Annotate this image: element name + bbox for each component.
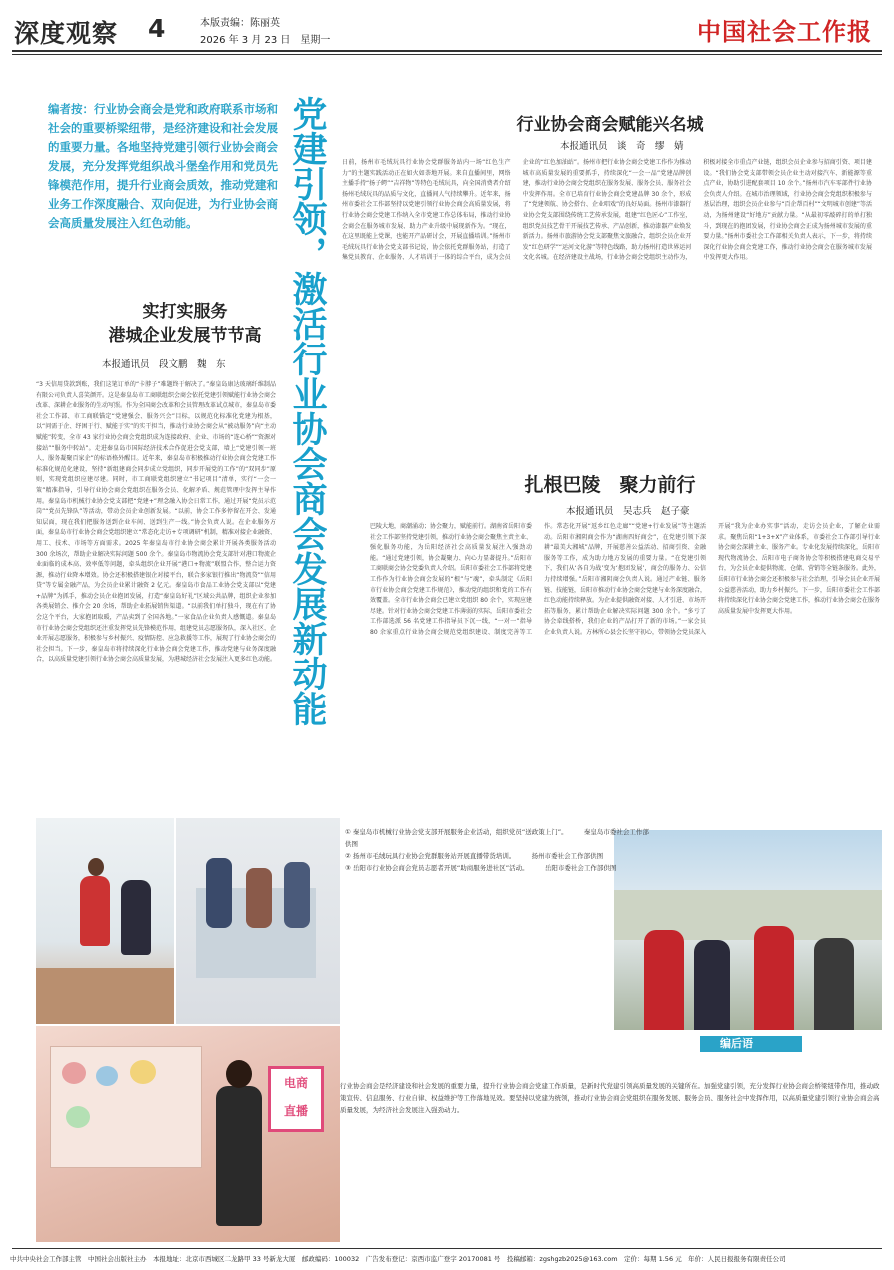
article1-body: “3 天信用贷款到账，我们这笔订单的“卡脖子”难题终于解决了。”秦皇岛康达玻璃纤维制品有限公司负责人喜笑颜开。这是秦皇岛市工商联组织会商会依托党建引领赋能行业协会商会改革、深耕企业服务的生动写照。作为全国商会改革和会员管理改革试点城市，秦皇岛市委社会工作部、市工商联锚定“党建强会、服务兴会”目标，以规范化标准化党建为根基，以“问需于企、纾困于行、赋能于实”的实干担当，推动行业协会商会从“被动服务”向“主动赋能”转变，全市 43 家行业协会商会党组织成为连接政府、企业、市场的“连心桥”“资源对接站”“服务中转站”。走进秦皇岛市国际经济技术合作促进会党支部，墙上“党建引领一班人，服务凝聚百家企”的标语格外醒目。近年来，秦皇岛市积极推动行业协会商会党建工作标准化规范化建设，坚持“新组建商会同步成立党组织，同步开展党的工作”的“双同步”原则，实现党组织应建尽建。同时，市工商联党组织建立“书记项目”清单，实行“一会一策”精准指导，引导行业协会商会党组织在服务会员、化解矛盾、规范管理中发挥主导作用。秦皇岛市机械行业协会党支部把“党建+”理念融入协会日常工作，通过开展“党员示范岗”“党员先锋队”等活动，带动会员企业创新发展。“以前，协会工作多停留在开会、发通知层面，现在我们把服务送到企业车间、送到生产一线。”协会负责人说。在企业服务方面，秦皇岛市行业协会商会党组织建立“常态化走访+专项调研”机制，精准对接企业融资、用工、技术、市场等方面需求。2025 年秦皇岛市行业协会商会累计开展各类服务活动 300 余场次，帮助企业解决实际问题 500 余个。秦皇岛市物流协会党支部针对港口物流企业面临的成本高、效率低等问题，牵头组织企业开展“港口+物流”联盟合作，整合运力资源，推动行业降本增效。协会还积极搭建银企对接平台，联合多家银行推出“物流贷”“信用贷”等专属金融产品，为会员企业累计融资 2 亿元。秦皇岛市食品工业协会党支部以“党建+品牌”为抓手，推动会员企业抱团发展，打造“秦皇岛好礼”区域公共品牌，组织企业参加各类展销会、推介会 20 余场，帮助企业拓展销售渠道。“以前我们单打独斗，现在有了协会这个平台，大家抱团取暖，产品卖到了全国各地。”一家食品企业负责人感慨道。秦皇岛市行业协会商会党组织还注重发挥党员先锋模范作用，组建党员志愿服务队，深入社区、企业开展志愿服务，积极参与乡村振兴、疫情防控、应急救援等工作，展现了行业协会商会的社会担当。下一步，秦皇岛市将持续深化行业协会商会党建工作，推动党建与业务深度融合，以高质量党建引领行业协会商会高质量发展，为港城经济社会发展注入更多红色动能。 (36, 381, 276, 664)
header-divider (12, 50, 882, 52)
photo-2-person-c (284, 862, 310, 928)
photo-4-resident-b (814, 938, 854, 1030)
footer-divider (12, 1248, 882, 1249)
article2-byline: 本报通讯员 谈 奇 缪 婧 (560, 141, 684, 152)
caption-1: ① 秦皇岛市机械行业协会党支部开展服务企业活动，组织党员“送政策上门”。 秦皇岛市委社会工作部供图 (345, 828, 649, 848)
masthead (0, 0, 894, 48)
photo-1-floor (36, 968, 174, 1024)
article1-title-line2: 港城企业发展节节高 (108, 326, 262, 346)
article3-body: 巴陵大地，商潮涌动；协会聚力，赋能前行。湖南省岳阳市委社会工作部坚持党建引领，推动行业协会商会聚焦主责主业、强化服务功能，为岳阳经济社会高质量发展注入强劲动能。“通过党建引领，协会凝聚力、向心力显著提升。”岳阳市工商联商会协会党委负责人介绍。岳阳市委社会工作部将党建工作作为行业协会商会发展的“根”与“魂”，牵头制定《岳阳市行业协会商会党建工作规范》，推动党的组织和党的工作有效覆盖。全市行业协会商会已建立党组织 80 余个，实现应建尽建。针对行业协会商会党建工作薄弱的实际，岳阳市委社会工作部选派 56 名党建工作指导员下沉一线，“一对一”指导 80 余家重点行业协会商会规范党组织建设、制度完善等工作。常态化开展“返乡红色走廊”“党建+行业发展”等主题活动。岳阳市湘阴商会作为“湖南四好商会”，在党建引领下深耕“最美大湘城”品牌，开展慈善公益活动、招商引资、金融服务等工作，成为助力地方发展的重要力量。“在党建引领下，我们从‘各自为战’变为‘抱团发展’，商会的服务力、公信力持续增强。”岳阳市湘阴商会负责人说。通过产业链、服务链、技能链，岳阳市推动行业协会商会党建与业务深度融合，红色动能持续释放。为企业提供融资对接、人才引进、市场开拓等服务，累计帮助企业解决实际问题 300 余个。“多亏了协会牵线搭桥，我们企业的产品打开了新的市场。”一家会员企业负责人说。方林所心县会长坚守初心，带领协会党员深入开展“我为企业办实事”活动，走访会员企业，了解企业需求。聚焦岳阳“1+3+X”产业体系，市委社会工作部引导行业协会商会深耕主业、服务产业。专业化发展持续深化，岳阳市现代物流协会、岳阳市电子商务协会等积极搭建电商交易平台，为会员企业提供物流、仓储、营销等全链条服务。此外，岳阳市行业协会商会还积极参与社会治理，引导会员企业开展公益慈善活动，助力乡村振兴。下一步，岳阳市委社会工作部将持续深化行业协会商会党建工作，推动行业协会商会在服务高质量发展中发挥更大作用。 (370, 523, 880, 636)
photo-4-resident-a (694, 940, 730, 1030)
article3-byline: 本报通讯员 吴志兵 赵子豪 (566, 506, 690, 517)
photo-3-sign (268, 1066, 324, 1132)
article1-title (70, 300, 300, 348)
caption-3: ③ 岳阳市行业协会商会党员志愿者开展“助商服务进社区”活动。 岳阳市委社会工作部供图 (345, 864, 617, 872)
photo-3-streamer (216, 1086, 262, 1226)
main-headline: 党建引领，激活行业协会商会发展新动能 (287, 96, 328, 726)
section-title: 深度观察 (14, 19, 119, 48)
article2-title: 行业协会商会赋能兴名城 (516, 115, 704, 135)
photo-4-volunteer-a (644, 930, 684, 1030)
header-divider-thin (12, 54, 882, 55)
photo-4-volunteer-b (754, 926, 794, 1030)
photo-2-person-a (206, 858, 232, 928)
editor-note: 编者按：行业协会商会是党和政府联系市场和社会的重要桥梁纽带，是经济建设和社会发展的重要力量。各地坚持党建引领行业协会商会发展，充分发挥党组织战斗堡垒作用和党员先锋模范作用，提升行业商会质效，推动党建和业务工作深度融合、双向促进，为行业协会商会高质量发展注入红色动能。 (48, 102, 278, 230)
editorial-text: 行业协会商会是经济建设和社会发展的重要力量，提升行业协会商会党建工作质量，是新时代党建引领高质量发展的关键所在。加强党建引领，充分发挥行业协会商会桥梁纽带作用，推动政策宣传、信息服务、行业自律、权益维护等工作落地见效。要坚持以党建为统领，推动行业协会商会党组织在服务发展、服务会员、服务社会中发挥作用，以高质量党建引领行业协会商会高质量发展，为经济社会发展注入强劲动力。 (340, 1082, 880, 1114)
photo-3-sign-bottom: 直播 (283, 1104, 308, 1118)
photo-3-toy-a (62, 1062, 86, 1084)
caption-2: ② 扬州市毛绒玩具行业协会党群服务站开展直播带货培训。 扬州市委社会工作部供图 (345, 852, 604, 860)
photo-2 (176, 818, 340, 1024)
article3-title: 扎根巴陵 聚力前行 (524, 474, 696, 496)
photo-3-sign-top: 电商 (283, 1076, 308, 1090)
photo-1 (36, 818, 174, 1024)
date-line: 2026 年 3 月 23 日 星期一 (200, 35, 331, 46)
photo-1-head (88, 858, 104, 876)
photo-3-toy-b (96, 1066, 118, 1086)
editorial-label: 编后语 (700, 1036, 802, 1052)
article1-title-line1: 实打实服务 (142, 302, 228, 322)
photo-2-person-b (246, 868, 272, 928)
photo-1-figure (80, 876, 110, 946)
editor-line: 本版责编：陈丽英 (200, 18, 280, 29)
photo-3-streamer-head (226, 1060, 252, 1088)
article2-body: 日前，扬州市毛绒玩具行业协会党群服务站内一场“红色生产力”的主题实践活动正在如火如荼地开展。来自直播间里，网络主播手持“扬子鳄”“吉祥物”等特色毛绒玩具，向全国消费者介绍扬州毛绒玩具的品质与文化，直播间人气持续攀升。近年来，扬州市委社会工作部坚持以党建引领行业协会商会高质量发展，将行业协会商会党建工作纳入全市党建工作总体布局，推动行业协会商会在服务城市发展、助力产业升级中展现新作为。“现在，在这里既能上党课，也能开产品研讨会，开展直播培训。”扬州市毛绒玩具行业协会党支部书记说，协会依托党群服务站，打造了集党员教育、企业服务、人才培训于一体的综合平台，成为会员企业的“红色加油站”。扬州市把行业协会商会党建工作作为推动城市高质量发展的重要抓手，持续深化“一会一品”党建品牌创建，推动行业协会商会党组织在服务发展、服务会员、服务社会中发挥作用。全市已培育行业协会商会党建品牌 30 余个，形成了“党建领航、协会搭台、企业唱戏”的良好局面。扬州市漆器行业协会党支部围绕传统工艺传承发展，组建“红色匠心”工作室，组织党员技艺骨干开展技艺传承、产品创新，推动漆器产业焕发新活力。扬州市旅游协会党支部聚焦文旅融合，组织会员企业开发“红色研学”“运河文化游”等特色线路，助力扬州打造世界运河文化名城。在经济建设主战场，行业协会商会党组织主动作为，积极对接全市重点产业链，组织会员企业参与招商引资、项目建设。“我们协会党支部带领会员企业主动对接汽车、新能源等重点产业，协助引进配套项目 10 余个。”扬州市汽车零部件行业协会负责人介绍。在城市治理领域，行业协会商会党组织积极参与基层治理，组织会员企业参与“百企帮百村”“文明城市创建”等活动，为扬州建设“好地方”贡献力量。“从最初零敲碎打的单打独斗，到现在的抱团发展，行业协会商会正成为扬州城市发展的重要力量。”扬州市委社会工作部相关负责人表示，下一步，将持续深化行业协会商会党建工作，推动行业协会商会在服务城市发展中发挥更大作用。 (342, 159, 872, 262)
page-number: 4 (148, 14, 166, 43)
photo-captions (345, 826, 655, 874)
footer: 中共中央社会工作部主管 中国社会出版社主办 本报地址：北京市西城区二龙路甲 33 号新龙大厦 邮政编码：100032 广告发布登记：京西市监广登字 20170081 号 投稿邮箱：zgshgzb2025@163.com 定价：每期 1.56 元 年价：人民日报报务有限责任公司 (10, 1255, 786, 1263)
photo-3-toy-d (66, 1106, 90, 1128)
article1-byline: 本报通讯员 段文鹏 魏 东 (102, 359, 226, 370)
photo-3-toy-c (130, 1060, 156, 1084)
newspaper-logo: 中国社会工作报 (697, 17, 872, 46)
photo-3 (36, 1026, 340, 1242)
photo-1-figure-b (121, 880, 151, 955)
